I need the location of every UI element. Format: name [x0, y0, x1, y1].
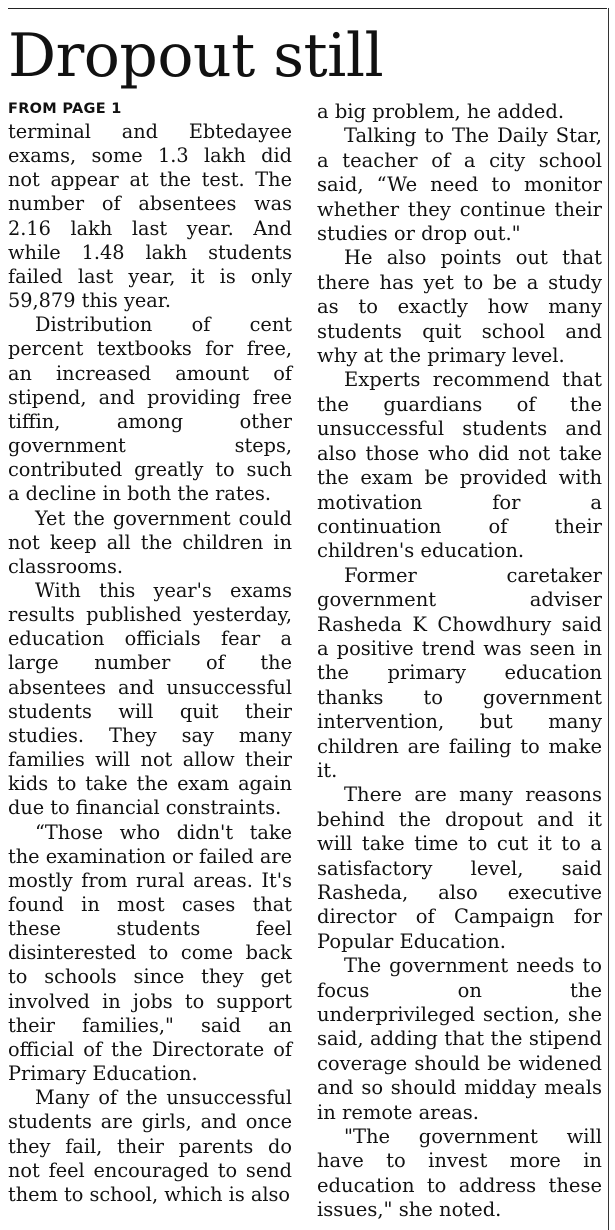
right-rule [608, 8, 609, 1230]
paragraph: terminal and Ebtedayee exams, some 1.3 lakh did not appear at the test. The number of absentees was 2.16 lakh last year. And while 1.48 lakh students failed last year, it is only 59,879 this year. [8, 120, 292, 313]
paragraph: Yet the government could not keep all the children in classrooms. [8, 506, 292, 578]
jump-kicker: FROM PAGE 1 [8, 101, 122, 117]
paragraph: a big problem, he added. [317, 100, 565, 123]
paragraph: "The government will have to invest more in education to address these issues," she noted. [317, 1125, 602, 1222]
paragraph: There are many reasons behind the dropout and it will take time to cut it to a satisfactory level, said Rasheda, also executive director of Campaign for Popular Education. [317, 783, 602, 953]
headline: Dropout still [8, 21, 384, 91]
paragraph: With this year's exams results published yesterday, education officials fear a large number of the absentees and unsuccessful students will quit their studies. They say many families will not allow their kids to take the exam again due to financial constraints. [8, 578, 292, 820]
paragraph: Distribution of cent percent textbooks for free, an increased amount of stipend, and providing free tiffin, among other government steps, contributed greatly to such a decline in both the rates. [8, 313, 292, 506]
paragraph: Experts recommend that the guardians of the unsuccessful students and also those who did not take the exam be provided with motivation for a continuation of their children's education. [317, 368, 602, 563]
right-column [317, 100, 602, 1223]
paragraph: Talking to The Daily Star, a teacher of a city school said, “We need to monitor whether they continue their studies or drop out." [317, 124, 602, 246]
left-column [8, 100, 292, 1207]
top-rule [8, 8, 607, 9]
paragraph: Many of the unsuccessful students are girls, and once they fail, their parents do not feel encouraged to send them to school, which is also [8, 1086, 292, 1206]
paragraph: The government needs to focus on the underprivileged section, she said, adding that the stipend coverage should be widened and so should midday meals in remote areas. [317, 954, 602, 1124]
paragraph: “Those who didn't take the examination or failed are mostly from rural areas. It's found in most cases that these students feel disinterested to come back to schools since they get involved in jobs to support their families," said an official of the Directorate of Primary Education. [8, 820, 292, 1086]
paragraph: Former caretaker government adviser Rasheda K Chowdhury said a positive trend was seen in the primary education thanks to government intervention, but many children are failing to make it. [317, 563, 602, 782]
paragraph: He also points out that there has yet to be a study as to exactly how many students quit school and why at the primary level. [317, 246, 602, 368]
